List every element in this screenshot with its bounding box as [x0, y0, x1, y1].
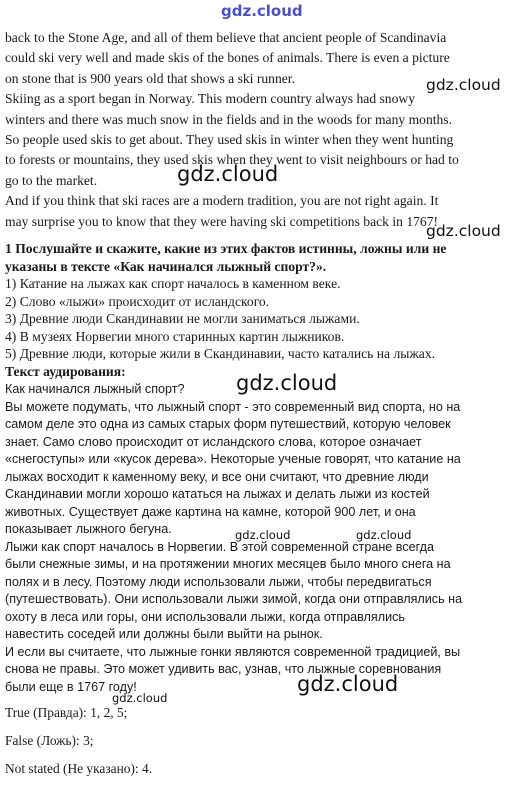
watermark: gdz.cloud — [426, 222, 501, 240]
fact-item: 2) Слово «лыжи» происходит от исландского. — [5, 293, 270, 309]
watermark: gdz.cloud — [177, 162, 279, 186]
transcript-line: И если вы считаете, что лыжные гонки являются современной традицией, вы — [5, 644, 461, 659]
watermark: gdz.cloud — [426, 76, 501, 94]
transcript-line: были снежные зимы, и на протяжении многих месяцев было много снега на — [5, 557, 451, 571]
answer-true: True (Правда): 1, 2, 5; — [5, 705, 128, 720]
text-line: So people used skis to get about. They used skis in winter when they went hunting — [5, 132, 454, 148]
transcript-line: животных. Существует даже картина на камне, которой 900 лет, и она — [5, 504, 416, 519]
transcript-line: «снегоступы» или «кусок дерева». Некоторые ученые говорят, что катание на — [5, 452, 461, 466]
watermark: gdz.cloud — [356, 528, 412, 542]
transcript-line: снова не правы. Это может удивить вас, узнав, что лыжные соревнования — [5, 662, 442, 676]
text-line: to forests or mountains, they used skis when they went to visit neighbours or had to — [5, 152, 459, 168]
transcript-line: знает. Само слово происходит от исландского слова, которое означает — [5, 434, 422, 449]
watermark: gdz.cloud — [235, 528, 291, 542]
transcript-line: Вы можете подумать, что лыжный спорт - это современный вид спорта, но на — [5, 399, 461, 414]
transcript-line: Как начинался лыжный спорт? — [5, 382, 185, 396]
transcript-line: лыжах восходит к каменному веку, и все они считают, что древние люди — [5, 469, 429, 484]
text-line: could ski very well and made skis of the bones of animals. There is even a picture — [5, 50, 450, 66]
watermark: gdz.cloud — [112, 691, 168, 705]
fact-item: 5) Древние люди, которые жили в Скандинавии, часто катались на лыжах. — [5, 346, 436, 361]
fact-item: 1) Катание на лыжах как спорт началось в каменном веке. — [5, 276, 341, 291]
transcript-line: (путешествовать). Они использовали лыжи зимой, когда они отправлялись на — [5, 592, 463, 606]
text-line: And if you think that ski races are a modern tradition, you are not right again. It — [5, 193, 439, 209]
text-line: may surprise you to know that they were having ski competitions back in 1767! — [5, 213, 439, 229]
fact-item: 4) В музеях Норвегии много старинных картин лыжников. — [5, 328, 345, 344]
transcript-line: навестить соседей или должны были выйти на рынок. — [5, 627, 323, 641]
text-line: go to the market. — [5, 172, 98, 188]
text-line: Skiing as a sport began in Norway. This modern country always had snowy — [5, 91, 416, 107]
english-reading-text — [5, 28, 513, 232]
transcript-line: были еще в 1767 году! — [5, 679, 137, 694]
transcript-line: показывает лыжного бегуна. — [5, 522, 172, 536]
text-line: on stone that is 900 years old that shows a ski runner. — [5, 70, 295, 86]
audio-heading: Текст аудирования: — [5, 363, 126, 379]
text-line: back to the Stone Age, and all of them believe that ancient people of Scandinavia — [5, 30, 447, 45]
text-line: winters and there was much snow in the fields and in the woods for many months. — [5, 111, 453, 127]
task-section — [5, 240, 515, 380]
transcript-line: охоту в леса или горы, они использовали лыжи, когда отправлялись — [5, 609, 405, 624]
task-heading: указаны в тексте «Как начинался лыжный спорт?». — [5, 258, 327, 274]
watermark: gdz.cloud — [236, 371, 338, 395]
fact-item: 3) Древние люди Скандинавии не могли заниматься лыжами. — [5, 311, 360, 326]
transcript-line: полях и в лесу. Поэтому люди использовали лыжи, чтобы передвигаться — [5, 574, 432, 589]
watermark-top: gdz.cloud — [221, 2, 303, 20]
transcript-line: Лыжи как спорт началось в Норвегии. В этой современной стране всегда — [5, 539, 435, 554]
task-heading: 1 Послушайте и скажите, какие из этих фактов истинны, ложны или не — [5, 241, 447, 256]
transcript-line: самом деле это одна из самых старых форм путешествий, которую человек — [5, 417, 451, 431]
answer-false: False (Ложь): 3; — [5, 733, 94, 748]
watermark: gdz.cloud — [297, 672, 399, 696]
transcript-line: Скандинавии могли хорошо кататься на лыжах и делать лыжи из костей — [5, 487, 430, 501]
answer-not-stated: Not stated (Не указано): 4. — [5, 761, 153, 776]
